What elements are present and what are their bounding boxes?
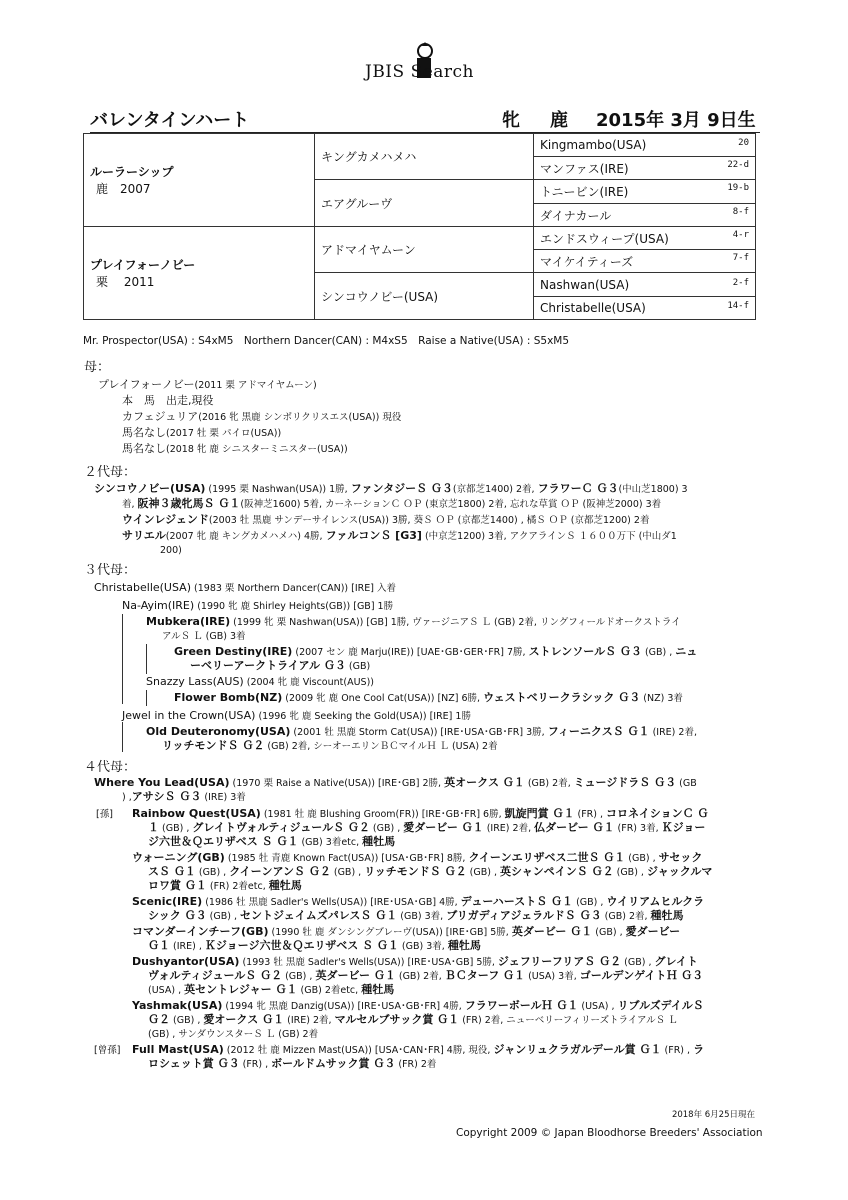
ped-g3-1: Kingmambo(USA) 20 [534,134,756,157]
g3-ggchild-1: Green Destiny(IRE) (2007 セン 鹿 Marju(IRE)) [UAE･GB･GER･FR] 7勝, ストレンソールＳ Ｇ３ (GB) , ニュ [174,645,698,658]
sire-sire: キングカメハメハ [315,134,534,180]
g2-child-2: サリエル(2007 牝 鹿 キングカメハメハ) 4勝, ファルコンＳ [G3] (中京芝1200) 3着, アクアラインＳ １６００万下 (中山ダ1 [122,529,677,542]
g4-entry-cont: ) ,アサシＳ Ｇ３ (IRE) 3着 [122,790,246,803]
g4-desc-7-cont: ロシェット賞 Ｇ３ (FR) , ボールドムサック賞 Ｇ３ (FR) 2着 [148,1057,437,1070]
dam-name: プレイフォーノビー [90,258,196,272]
g4-desc-1-cont: １ (GB) , グレイトヴォルティジュールＳ Ｇ２ (GB) , 愛ダービー Ｇ１ (IRE) 2着, 仏ダービー Ｇ１ (FR) 3着, Ｋジョー [148,821,706,834]
dam-dam: シンコウノビー(USA) [315,273,534,320]
g4-desc-5-cont: ヴォルティジュールＳ Ｇ２ (GB) , 英ダービー Ｇ１ (GB) 2着, ＢＣターフ Ｇ１ (USA) 3着, ゴールデンゲイトＨ Ｇ３ [148,969,704,982]
section-g2: ２代母： [84,465,137,480]
horse-birthdate: 2015年 3月 9日生 [596,110,756,131]
lineage-bar [122,722,123,752]
g3-ggchild-2: Flower Bomb(NZ) (2009 牝 鹿 One Cool Cat(USA)) [NZ] 6勝, ウェストベリークラシック Ｇ３ (NZ) 3着 [174,691,683,704]
g2-child-2-cont: 200) [160,545,182,556]
lineage-bar [146,644,147,674]
g4-desc-6-cont: Ｇ２ (GB) , 愛オークス Ｇ１ (IRE) 2着, マルセルブサック賞 Ｇ１ (FR) 2着, ニューベリーフィリーズトライアルＳ Ｌ [148,1013,678,1026]
g4-desc-1-cont2: ジ六世＆Ｑエリザベス Ｓ Ｇ１ (GB) 3着etc, 種牡馬 [148,835,396,848]
g2-entry: シンコウノビー(USA) (1995 栗 Nashwan(USA)) 1勝, ファンタジーＳ Ｇ３(京都芝1400) 2着, フラワーＣ Ｇ３(中山芝1800) 3 [94,482,688,495]
g3-ggchild-1-cont: ーベリーアークトライアル Ｇ３ (GB) [190,659,371,672]
g3-grandchild-2: Snazzy Lass(AUS) (2004 牝 鹿 Viscount(AUS)) [146,675,374,688]
g3-child-1: Na-Ayim(IRE) (1990 牝 鹿 Shirley Heights(GB)) [GB] 1勝 [122,599,394,612]
g3-grandchild-3: Old Deuteronomy(USA) (2001 牡 黒鹿 Storm Cat(USA)) [IRE･USA･GB･FR] 3勝, フィーニクスＳ Ｇ１ (IRE) 2着, [146,725,697,738]
g4-desc-3-cont: シック Ｇ３ (GB) , セントジェイムズパレスＳ Ｇ１ (GB) 3着, ブリガディアジェラルドＳ Ｇ３ (GB) 2着, 種牡馬 [148,909,684,922]
ped-g3-7: Nashwan(USA) 2-f [534,273,756,297]
g3-entry: Christabelle(USA) (1983 栗 Northern Dancer(CAN)) [IRE] 入着 [94,581,396,594]
ped-g3-4: ダイナカール 8-f [534,204,756,227]
ped-g3-8: Christabelle(USA) 14-f [534,297,756,320]
g4-desc-5: Dushyantor(USA) (1993 牡 黒鹿 Sadler's Wells(USA)) [IRE･USA･GB] 5勝, ジェフリーフリアＳ Ｇ２ (GB) , グレイト [132,955,698,968]
section-g3: ３代母： [84,563,137,578]
g3-grandchild-1: Mubkera(IRE) (1999 牝 栗 Nashwan(USA)) [GB] 1勝, ヴァージニアＳ Ｌ (GB) 2着, リングフィールドオークストライ [146,615,681,628]
g4-desc-4-cont: Ｇ１ (IRE) , Ｋジョージ六世＆Ｑエリザベス Ｓ Ｇ１ (GB) 3着, 種牡馬 [148,939,481,952]
as-of-date: 2018年 6月25日現在 [671,1110,755,1120]
horse-color: 鹿 [550,110,568,131]
great-grandchild-tag: [曾孫] [94,1045,121,1056]
g4-desc-2: ウォーニング(GB) (1985 牡 青鹿 Known Fact(USA)) [USA･GB･FR] 8勝, クイーンエリザベス二世Ｓ Ｇ１ (GB) , サセック [132,851,703,864]
g4-desc-6: Yashmak(USA) (1994 牝 黒鹿 Danzig(USA)) [IRE･USA･GB･FR] 4勝, フラワーボールＨ Ｇ１ (USA) , リブルズデイルＳ [132,999,704,1012]
sire-name: ルーラーシップ [90,165,174,179]
g4-desc-4: コマンダーインチーフ(GB) (1990 牡 鹿 ダンシングブレーヴ(USA)) [IRE･GB] 5勝, 英ダービー Ｇ１ (GB) , 愛ダービー [132,925,681,938]
sire-dam: エアグルーヴ [315,180,534,227]
g3-child-2: Jewel in the Crown(USA) (1996 牝 鹿 Seeking the Gold(USA)) [IRE] 1勝 [122,709,471,722]
logo-text: JBIS Search [365,62,475,82]
jbis-logo [365,38,495,84]
section-dam: 母： [84,360,111,375]
copyright: Copyright 2009 © Japan Bloodhorse Breeders' Association [456,1127,763,1139]
ped-g3-5: エンドスウィープ(USA) 4-r [534,227,756,250]
ped-g3-2: マンファス(IRE) 22-d [534,157,756,180]
g3-grandchild-1-cont: アルＳ Ｌ (GB) 3着 [162,631,246,642]
dam-info: 栗 2011 [96,275,155,289]
horse-name: バレンタインハート [90,110,250,131]
g4-desc-7: Full Mast(USA) (2012 牡 鹿 Mizzen Mast(USA)) [USA･CAN･FR] 4勝, 現役, ジャンリュクラガルデール賞 Ｇ１ (FR) , ラ [132,1043,705,1056]
offspring-3: 馬名なし(2017 牡 栗 パイロ(USA)) [122,426,282,439]
g4-entry: Where You Lead(USA) (1970 栗 Raise a Native(USA)) [IRE･GB] 2勝, 英オークス Ｇ１ (GB) 2着, ミュージドラＳ Ｇ３ (GB [94,776,697,789]
offspring-2: カフェジュリア(2016 牝 黒鹿 シンボリクリスエス(USA)) 現役 [122,410,402,423]
g4-desc-2-cont: スＳ Ｇ１ (GB) , クイーンアンＳ Ｇ２ (GB) , リッチモンドＳ Ｇ２ (GB) , 英シャンペインＳ Ｇ２ (GB) , ジャックルマ [148,865,713,878]
inbreeding-info: Mr. Prospector(USA) : S4xM5 Northern Dancer(CAN) : M4xS5 Raise a Native(USA) : S5xM5 [83,335,570,347]
ped-g3-6: マイケイティーズ 7-f [534,250,756,273]
lineage-bar [122,614,123,704]
g2-child-1: ウインレジェンド(2003 牡 黒鹿 サンデーサイレンス(USA)) 3勝, 葵Ｓ ＯＰ (京都芝1400) , 橘Ｓ ＯＰ (京都芝1200) 2着 [122,513,650,526]
horse-header [90,104,760,133]
g3-grandchild-3-cont: リッチモンドＳ Ｇ２ (GB) 2着, シーオーエリンＢＣマイルＨ Ｌ (USA) 2着 [162,739,498,752]
horse-sex: 牝 [502,110,520,131]
g4-desc-6-cont2: (GB) , サンダウンスターＳ Ｌ (GB) 2着 [148,1029,319,1040]
g2-entry-cont: 着, 阪神３歳牝馬Ｓ Ｇ１(阪神芝1600) 5着, カーネーションＣ ＯＰ (東京芝1800) 2着, 忘れな草賞 ＯＰ (阪神芝2000) 3着 [122,497,662,510]
g4-desc-3: Scenic(IRE) (1986 牡 黒鹿 Sadler's Wells(USA)) [IRE･USA･GB] 4勝, デューハーストＳ Ｇ１ (GB) , ウイリアムヒルクラ [132,895,705,908]
offspring-self: 本 馬 出走,現役 [122,394,214,407]
sire-cell [84,134,315,227]
g4-desc-2-cont2: ロワ賞 Ｇ１ (FR) 2着etc, 種牡馬 [148,879,302,892]
grandchild-tag: [孫] [96,809,113,820]
offspring-4: 馬名なし(2018 牝 鹿 シニスターミニスター(USA)) [122,442,348,455]
sire-info: 鹿 2007 [96,182,151,196]
dam-sire: アドマイヤムーン [315,227,534,273]
section-g4: ４代母： [84,760,137,775]
ped-g3-3: トニービン(IRE) 19-b [534,180,756,204]
pedigree-table [83,133,756,320]
lineage-bar [146,690,147,706]
dam-cell [84,227,315,320]
dam-entry: プレイフォーノビー(2011 栗 アドマイヤムーン) [98,378,317,391]
g4-desc-5-cont2: (USA) , 英セントレジャー Ｇ１ (GB) 2着etc, 種牡馬 [148,983,395,996]
g4-desc-1: Rainbow Quest(USA) (1981 牡 鹿 Blushing Groom(FR)) [IRE･GB･FR] 6勝, 凱旋門賞 Ｇ１ (FR) , コロネイションＣ Ｇ [132,807,709,820]
